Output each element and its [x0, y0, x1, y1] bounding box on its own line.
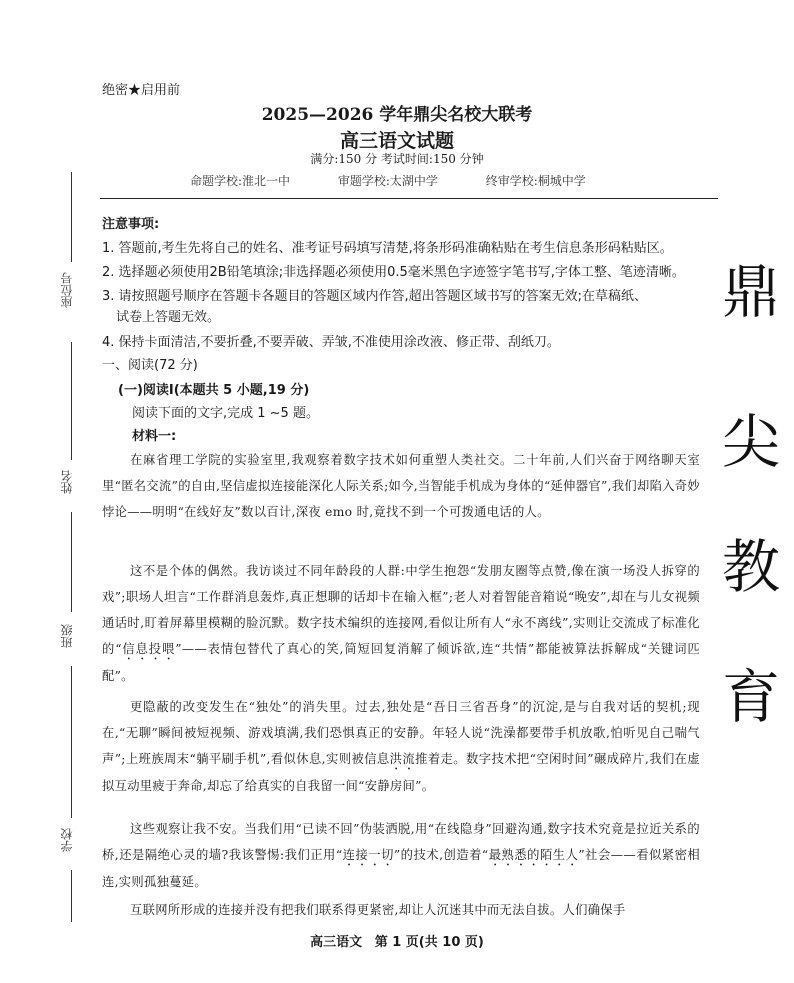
paragraph-text: 更隐蔽的改变发生在“独处”的消失里。过去,独处是“吾日三省吾身”的沉淀,是与自我对话的契机;现在,“无聊”瞬间被短视频、游戏填满,我们恐惧真正的安静。年轻人说“洗澡都要带手机放歌,怕听见自己喘气声”;上班族周末“躺平刷手机”,看似休息,实则被信息	[102, 700, 700, 766]
paragraph-text: 在麻省理工学院的实验室里,我观察着数字技术如何重塑人类社交。二十年前,人们兴奋于网络聊天室里“匿名交流”的自由,坚信虚拟连接能深化人际关系;如今,当智能手机成为身体的“延伸器官”,我们却陷入奇妙悖论——明明“在线好友”数以百计,深夜 emo 时,竟找不到一个可拨通电话的人。	[102, 453, 700, 519]
paragraph-text: 推着走。数字技术把“空闲时间”碾成碎片,我们在虚拟互动里疲于奔命,却忘了给真实的自我留一间“安静房间”。	[102, 752, 700, 793]
header-divider	[100, 198, 718, 199]
passage-paragraph-3	[102, 694, 700, 799]
exam-title: 2025—2026 学年鼎尖名校大联考	[261, 105, 533, 125]
section-title: 一、阅读(72 分)	[102, 358, 198, 373]
binding-line-bottom	[71, 870, 72, 922]
passage-paragraph-2	[102, 558, 700, 689]
subject-title: 高三语文试题	[339, 130, 454, 152]
emphasized-phrase: 信息投喂	[121, 642, 176, 656]
brand-char: 教	[722, 533, 781, 601]
name-label: 姓名	[60, 470, 74, 494]
paragraph-text: ”——表情包替代了真心的笑,简短回复消解了倾诉欲,连“共情”都能被算法拆解成“关键词匹配”。	[102, 642, 701, 683]
seat-number-label: 座位号	[60, 272, 74, 308]
paragraph-text: ”的技术,创造着“	[393, 848, 489, 862]
emphasized-phrase: 洪流	[389, 752, 416, 766]
page-footer	[0, 931, 794, 950]
confidential-mark: 绝密★启用前	[102, 83, 181, 98]
reading-instruction: 阅读下面的文字,完成 1 ~5 题。	[132, 406, 319, 421]
paragraph-text: ”社会——看似紧密相连,实则孤独蔓延。	[102, 848, 701, 889]
brand-char: 育	[722, 663, 781, 731]
binding-line	[71, 512, 72, 612]
score-time-line: 满分:150 分 考试时间:150 分钟	[310, 152, 484, 166]
footer-subject: 高三语文	[310, 935, 363, 950]
notice-item: 1. 答题前,考生先将自己的姓名、准考证号码填写清楚,将条形码准确粘贴在考生信息条形码粘贴区。	[102, 241, 673, 256]
notice-item: 2. 选择题必须使用2B铅笔填涂;非选择题必须使用0.5毫米黑色字迹签字笔书写,字体工整、笔迹清晰。	[102, 265, 685, 280]
notice-item: 4. 保持卡面清洁,不要折叠,不要弄破、弄皱,不准使用涂改液、修正带、刮纸刀。	[102, 335, 560, 350]
passage-paragraph-1	[102, 447, 700, 525]
brand-char: 尖	[722, 408, 781, 476]
material-label: 材料一:	[132, 429, 177, 444]
notice-title: 注意事项:	[102, 217, 160, 232]
final-review-school: 终审学校:桐城中学	[485, 174, 586, 188]
emphasized-phrase: 连接一切	[342, 848, 394, 862]
binding-line	[71, 342, 72, 460]
schools-line	[190, 172, 630, 189]
binding-line-top	[71, 172, 72, 262]
reviewing-school: 审题学校:太湖中学	[337, 174, 438, 188]
notice-item-continued: 试卷上答题无效。	[116, 310, 221, 325]
passage-paragraph-4	[102, 816, 700, 895]
paragraph-text: 这不是个体的偶然。我访谈过不同年龄段的人群:中学生抱怨“发朋友圈等点赞,像在演一场没人拆穿的戏”;职场人坦言“工作群消息轰炸,真正想聊的话却卡在输入框”;老人对着智能音箱说“晚安”,却在与儿女视频通话时,盯着屏幕里模糊的脸沉默。数字技术编织的连接网,看似让所有人“永不离线”,实则让交流成了标准化的“	[102, 564, 700, 656]
passage-paragraph-5	[102, 897, 700, 923]
binding-line	[71, 666, 72, 818]
notice-item: 3. 请按照题号顺序在答题卡各题目的答题区域内作答,超出答题区域书写的答案无效;在草稿纸、	[102, 289, 648, 304]
footer-page-number: 第 1 页(共 10 页)	[374, 935, 484, 950]
brand-char: 鼎	[722, 258, 781, 326]
paragraph-text: 互联网所形成的连接并没有把我们联系得更紧密,却让人沉迷其中而无法自拔。人们确保手	[130, 903, 626, 917]
proposing-school: 命题学校:淮北一中	[190, 174, 291, 188]
school-label: 学校	[60, 828, 74, 852]
subsection-title: (一)阅读Ⅰ(本题共 5 小题,19 分)	[118, 383, 310, 398]
emphasized-phrase: 最熟悉的陌生人	[488, 848, 579, 862]
class-label: 班级	[60, 624, 74, 648]
paragraph-text: 这些观察让我不安。当我们用“已读不回”伪装洒脱,用“在线隐身”回避沟通,数字技术究竟是拉近关系的桥,还是隔绝心灵的墙?我该警惕:我们正用“	[102, 822, 700, 862]
